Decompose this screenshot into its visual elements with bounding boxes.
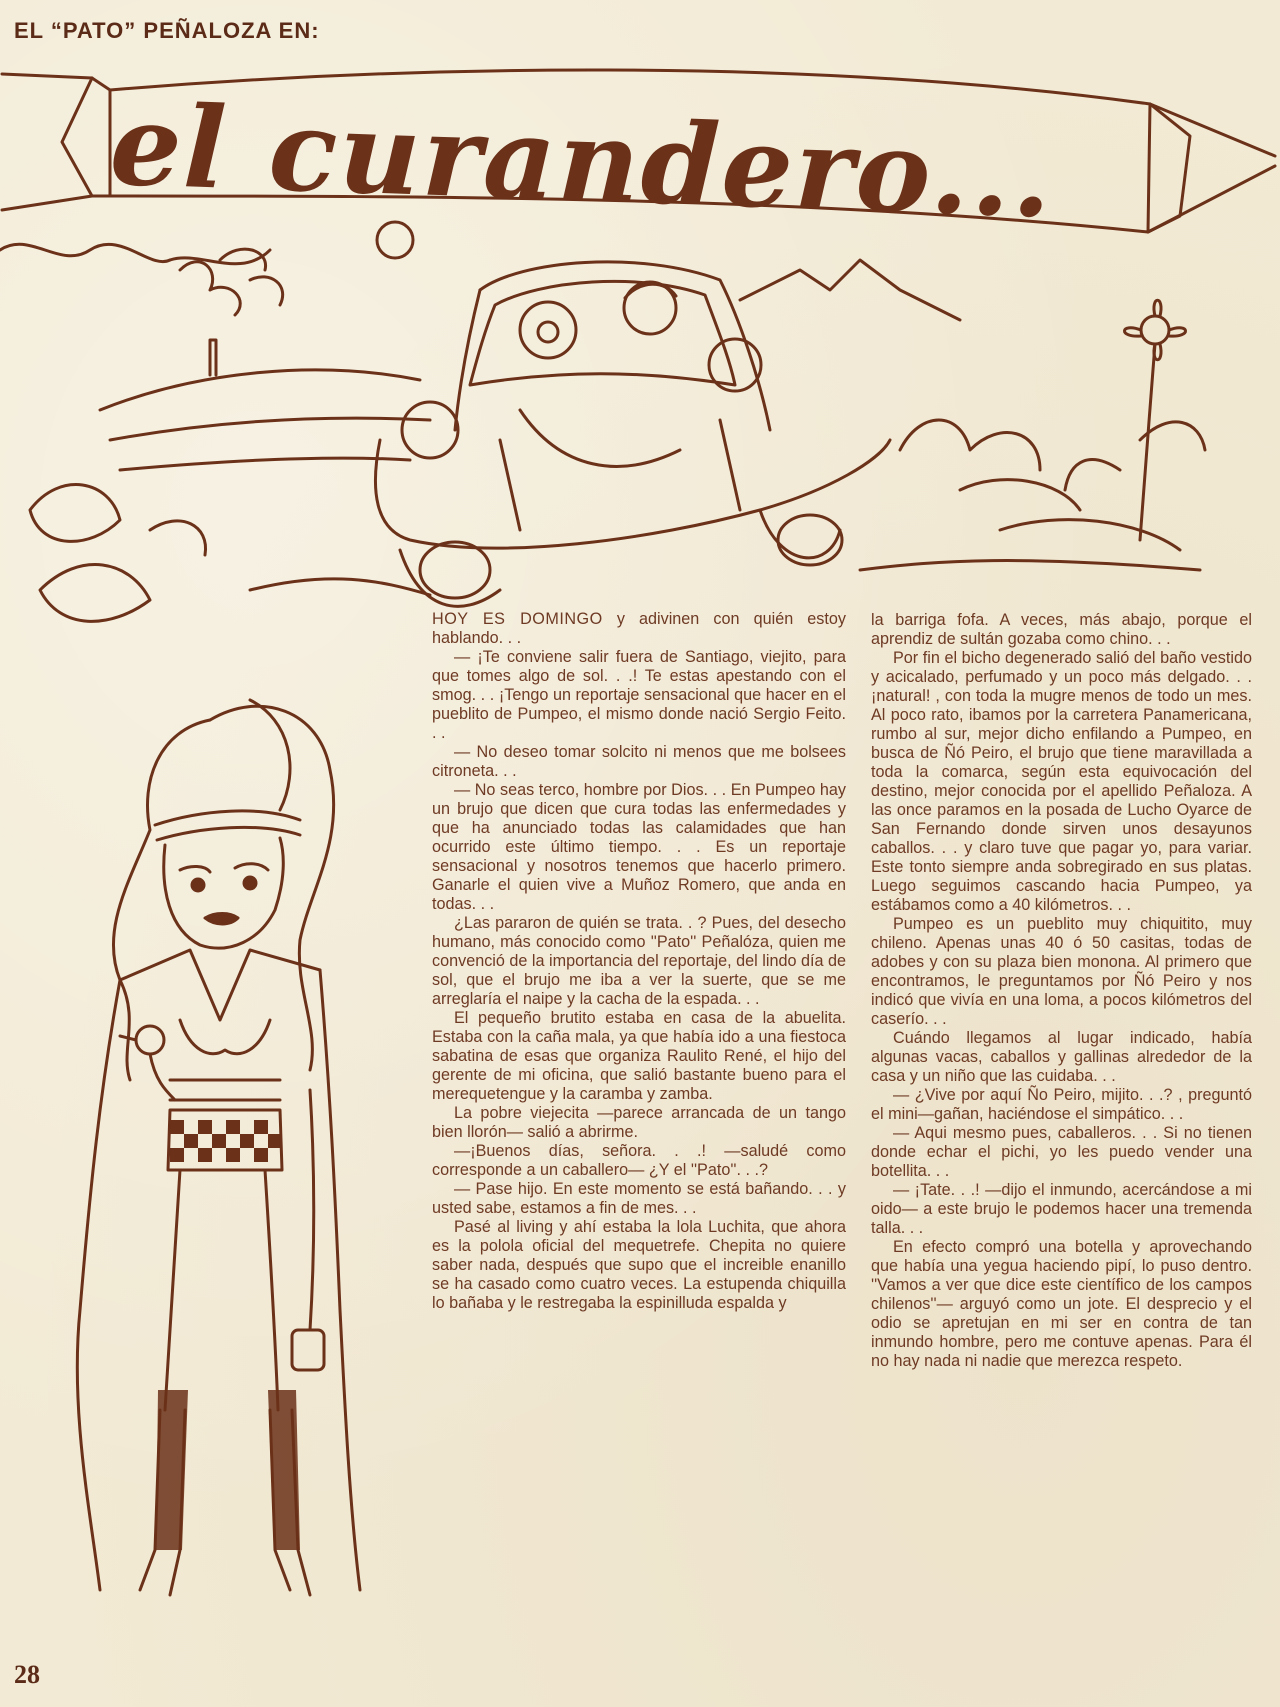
paragraph: Pasé al living y ahí estaba la lola Luchita, que ahora es la polola oficial del mequetrefe. Chepita no quiere saber nada, después que supo que el increible enanillo se ha casado como cuatro veces. La estupenda chiquilla lo bañaba y le restregaba la espinilluda espalda y (432, 1218, 846, 1312)
kicker-heading: EL “PATO” PEÑALOZA EN: (14, 18, 320, 43)
paragraph: El pequeño brutito estaba en casa de la abuelita. Estaba con la caña mala, ya que había ido a una fiestoca sabatina de esas que organiza Raulito René, el hijo del gerente de mi oficina, que salió bastante bueno para el merequetengue y la caramba y zamba. (432, 1009, 846, 1103)
paragraph: HOY ES DOMINGO y adivinen con quién estoy hablando. . . (432, 610, 846, 647)
article-column-1 (432, 610, 846, 1313)
paragraph: Pumpeo es un pueblito muy chiquitito, muy chileno. Apenas unas 40 ó 50 casitas, todas de adobes y con su plaza bien monona. Al primero que encontramos, le preguntamos por Ñó Peiro y nos indicó que vivía en una loma, a pocos kilómetros del caserío. . . (871, 915, 1252, 1028)
paragraph: En efecto compró una botella y aprovechando que había una yegua haciendo pipí, lo puso dentro. ''Vamos a ver que dice este científico de los campos chilenos''— arguyó como un jote. El desprecio y el odio se apretujan en mi ser en contra de tan inmundo hombre, pero me contuve apenas. Para él no hay nada ni nadie que merezca respeto. (871, 1238, 1252, 1370)
paragraph: — Aqui mesmo pues, caballeros. . . Si no tienen donde echar el pichi, yo les puedo vender una botellita. . . (871, 1124, 1252, 1180)
paragraph: —¡Buenos días, señora. . .! —saludé como corresponde a un caballero— ¿Y el ''Pato''. . .? (432, 1142, 846, 1179)
paragraph: — No deseo tomar solcito ni menos que me bolsees citroneta. . . (432, 743, 846, 780)
paragraph: — No seas terco, hombre por Dios. . . En Pumpeo hay un brujo que dicen que cura todas las enfermedades y que ha anunciado todas las calamidades que han ocurrido este último tiempo. . . Es un reportaje sensacional y nosotros tenemos que hacerlo primero. Ganarle el quien vive a Muñoz Romero, que anda en todas. . . (432, 781, 846, 913)
page-number: 28 (14, 1660, 40, 1689)
story-title: el curandero... (108, 79, 1056, 244)
paragraph: — ¿Vive por aquí Ño Peiro, mijito. . .? , preguntó el mini—gañan, haciéndose el simpático. . . (871, 1086, 1252, 1123)
paragraph: — ¡Te conviene salir fuera de Santiago, viejito, para que tomes algo de sol. . .! Te estas apestando con el smog. . . ¡Tengo un reportaje sensacional que hacer en el pueblito de Pumpeo, el mismo donde nació Sergio Feito. . . (432, 648, 846, 742)
paragraph: ¿Las pararon de quién se trata. . ? Pues, del desecho humano, más conocido como ''Pato'' Peñalóza, quien me convenció de la importancia del reportaje, del lindo día de sol, que el brujo me iba a ver la suerte, que se me arreglaría el naipe y la cacha de la espada. . . (432, 914, 846, 1008)
paragraph: Cuándo llegamos al lugar indicado, había algunas vacas, caballos y gallinas alrededor de la casa y un niño que las cuidaba. . . (871, 1029, 1252, 1085)
paragraph: La pobre viejecita —parece arrancada de un tango bien llorón— salió a abrirme. (432, 1104, 846, 1141)
paragraph: la barriga fofa. A veces, más abajo, porque el aprendiz de sultán gozaba como chino. . . (871, 611, 1252, 648)
paragraph: — Pase hijo. En este momento se está bañando. . . y usted sabe, estamos a fin de mes. . . (432, 1180, 846, 1217)
article-column-2 (871, 611, 1252, 1371)
paragraph: Por fin el bicho degenerado salió del baño vestido y acicalado, perfumado y un poco más delgado. . . ¡natural! , con toda la mugre menos de todo un mes. Al poco rato, ibamos por la carretera Panamericana, rumbo al sur, mejor dicho enfilando a Pumpeo, en busca de Ñó Peiro, el brujo que tiene maravillada a toda la comarca, según esta equivocación del destino, mejor conocida por el apellido Peñaloza. A las once paramos en la posada de Lucho Oyarce de San Fernando donde sirven unos desayunos caballos. . . y claro tuve que pagar yo, para variar. Este tonto siempre anda sobregirado en sus platas. Luego seguimos cascando hacia Pumpeo, ya estábamos como a 40 kilómetros. . . (871, 649, 1252, 914)
car-scene-illustration (0, 210, 1280, 630)
lead-in: HOY ES DOMINGO (432, 610, 603, 628)
paragraph: — ¡Tate. . .! —dijo el inmundo, acercándose a mi oido— a este brujo le podemos hacer una tremenda talla. . . (871, 1181, 1252, 1237)
woman-illustration (60, 690, 390, 1650)
